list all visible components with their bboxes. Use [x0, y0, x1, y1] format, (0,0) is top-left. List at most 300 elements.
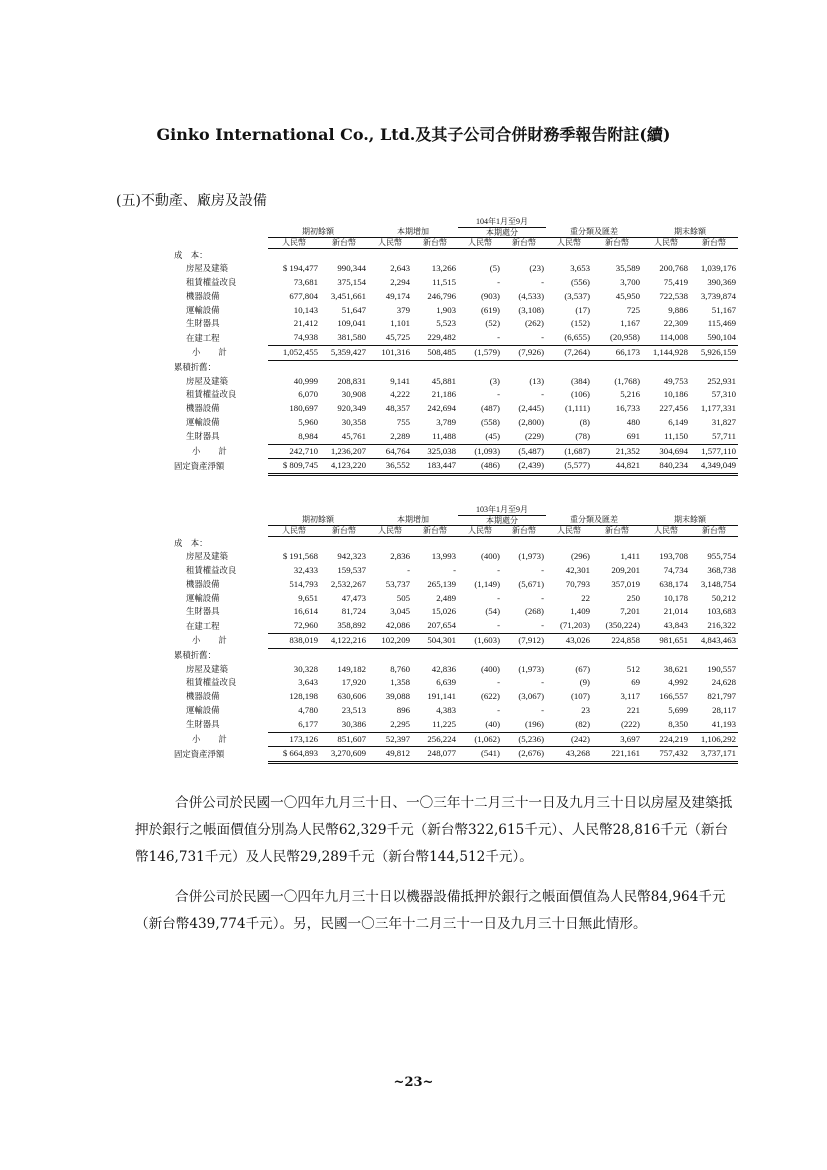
cell-value: 1,106,292 — [690, 732, 738, 747]
cell-value: 5,960 — [298, 417, 318, 428]
cell-value: 5,359,427 — [320, 346, 368, 361]
cell-value: 1,039,176 — [700, 263, 736, 274]
currency-header-ntd: 新台幣 — [320, 526, 368, 537]
cell-value: 504,301 — [412, 634, 458, 649]
cell-value: 358,892 — [320, 619, 368, 633]
cell-value: 1,052,455 — [268, 346, 320, 361]
cell-value: 13,993 — [431, 551, 456, 562]
cell-value: 379 — [396, 304, 410, 315]
column-group-header: 本期增加 — [368, 227, 458, 238]
cell-value: (5,671) — [518, 578, 544, 589]
cell-value: 42,301 — [565, 565, 590, 576]
cell-value: $ 191,568 — [282, 551, 318, 562]
cell-value: 227,456 — [659, 403, 688, 414]
cell-value: 1,903 — [436, 304, 456, 315]
cell-value: 30,386 — [320, 718, 368, 732]
cell-value: 17,920 — [341, 677, 366, 688]
cell-value: (486) — [458, 459, 502, 475]
cell-value: 114,008 — [642, 331, 690, 345]
cell-value: 224,858 — [592, 634, 642, 649]
cell-value: 49,812 — [368, 747, 412, 763]
page-number: ~23~ — [393, 1075, 434, 1090]
cell-value: (67) — [575, 663, 590, 674]
cell-value: 722,538 — [659, 290, 688, 301]
cell-value: (40) — [458, 718, 502, 732]
cell-value: 45,725 — [368, 331, 412, 345]
cell-value: 3,737,171 — [690, 747, 738, 763]
row-label: 房屋及建築 — [186, 552, 228, 562]
cell-value: 4,843,463 — [690, 634, 738, 649]
cell-value: 5,926,159 — [690, 346, 738, 361]
cell-value: 191,141 — [427, 691, 456, 702]
section-title: (五)不動產、廠房及設備 — [116, 193, 267, 209]
cell-value: 981,651 — [642, 634, 690, 649]
cell-value: 1,101 — [390, 318, 410, 329]
table-row — [172, 578, 738, 592]
cell-value: - — [497, 592, 500, 603]
cell-value: 49,174 — [385, 290, 410, 301]
cell-value: (296) — [570, 551, 590, 562]
cell-value: - — [497, 677, 500, 688]
cell-value: (242) — [546, 732, 592, 747]
cell-value: 41,193 — [690, 718, 738, 732]
column-group-header: 期末餘額 — [642, 515, 738, 526]
row-label: 生財器具 — [186, 432, 220, 442]
cell-value: 36,552 — [368, 459, 412, 475]
cell-value: (54) — [485, 606, 500, 617]
cell-value: 11,150 — [642, 430, 690, 444]
cell-value: (2,445) — [518, 403, 544, 414]
row-label: 機器設備 — [186, 291, 220, 301]
cell-value: 35,589 — [615, 263, 640, 274]
cell-value: 109,041 — [337, 318, 366, 329]
cell-value: 9,141 — [390, 375, 410, 386]
table-row — [172, 564, 738, 578]
cell-value: 183,447 — [412, 459, 458, 475]
cell-value: 149,182 — [337, 663, 366, 674]
header-spacer — [172, 217, 268, 227]
table-row — [172, 416, 738, 430]
depreciation-section-label: 累積折舊： — [174, 650, 216, 660]
cell-value: $ 194,477 — [282, 263, 318, 274]
cell-value: 50,212 — [711, 592, 736, 603]
cell-value: 28,117 — [712, 705, 736, 716]
cell-value: (222) — [592, 718, 642, 732]
cell-value: (556) — [570, 277, 590, 288]
header-spacer — [546, 505, 738, 515]
cell-value: 22,309 — [663, 318, 688, 329]
row-label: 運輸設備 — [186, 706, 220, 716]
row-label: 機器設備 — [186, 404, 220, 414]
cell-value: 53,737 — [385, 578, 410, 589]
cell-value: 6,149 — [668, 417, 688, 428]
cell-value: (3) — [489, 375, 500, 386]
currency-header-rmb: 人民幣 — [546, 526, 592, 537]
cell-value: 81,724 — [341, 606, 366, 617]
header-spacer — [268, 217, 458, 227]
cell-value: 6,639 — [436, 677, 456, 688]
row-label: 房屋及建築 — [186, 376, 228, 386]
cell-value: (1,093) — [458, 444, 502, 459]
column-group-header: 本期處分 — [458, 227, 546, 238]
cell-value: 242,710 — [268, 444, 320, 459]
cell-value: 5,699 — [668, 705, 688, 716]
cell-value: 1,144,928 — [642, 346, 690, 361]
cell-value: (7,264) — [546, 346, 592, 361]
header-spacer — [172, 515, 268, 526]
cell-value: 21,412 — [293, 318, 318, 329]
cell-value: 1,409 — [570, 606, 590, 617]
cell-value: (619) — [480, 304, 500, 315]
cell-value: 1,167 — [620, 318, 640, 329]
cell-value: 920,349 — [337, 403, 366, 414]
cell-value: 48,357 — [385, 403, 410, 414]
cell-value: (20,958) — [592, 331, 642, 345]
cell-value: 1,177,331 — [700, 403, 736, 414]
cell-value: (229) — [502, 430, 546, 444]
cell-value: (196) — [502, 718, 546, 732]
cell-value: (8) — [579, 417, 590, 428]
cell-value: (1,973) — [518, 663, 544, 674]
cell-value: (903) — [480, 290, 500, 301]
table-row — [172, 592, 738, 606]
cell-value: 51,167 — [711, 304, 736, 315]
depreciation-section-label: 累積折舊： — [174, 362, 216, 372]
cell-value: (6,655) — [546, 331, 592, 345]
cell-value: 42,086 — [368, 619, 412, 633]
cell-value: 242,694 — [427, 403, 456, 414]
cell-value: 16,733 — [615, 403, 640, 414]
cell-value: 955,754 — [707, 551, 736, 562]
cell-value: (3,067) — [518, 691, 544, 702]
cell-value: - — [453, 565, 456, 576]
cell-value: 4,383 — [436, 705, 456, 716]
cell-value: (3,108) — [518, 304, 544, 315]
cell-value: 39,088 — [385, 691, 410, 702]
currency-header-ntd: 新台幣 — [502, 526, 546, 537]
cell-value: 102,209 — [368, 634, 412, 649]
cell-value: 990,344 — [337, 263, 366, 274]
cell-value: 57,310 — [711, 389, 736, 400]
cell-value: (541) — [458, 747, 502, 763]
cell-value: (71,203) — [546, 619, 592, 633]
cell-value: 159,537 — [337, 565, 366, 576]
cell-value: (5,577) — [546, 459, 592, 475]
cell-value: (262) — [524, 318, 544, 329]
cell-value: 74,938 — [268, 331, 320, 345]
cell-value: 630,606 — [337, 691, 366, 702]
row-label: 機器設備 — [186, 692, 220, 702]
ppe-table-2015 — [172, 217, 738, 476]
row-label: 房屋及建築 — [186, 264, 228, 274]
cell-value: 51,647 — [341, 304, 366, 315]
currency-header-rmb: 人民幣 — [458, 238, 502, 249]
cell-value: 375,154 — [337, 277, 366, 288]
table-row — [172, 262, 738, 276]
currency-header-rmb: 人民幣 — [458, 526, 502, 537]
cell-value: 4,780 — [298, 705, 318, 716]
cell-value: - — [541, 592, 544, 603]
cell-value: (5,236) — [502, 732, 546, 747]
cell-value: 10,186 — [663, 389, 688, 400]
cell-value: (52) — [485, 318, 500, 329]
currency-header-ntd: 新台幣 — [412, 238, 458, 249]
cell-value: 43,026 — [546, 634, 592, 649]
cost-section-label: 成 本： — [174, 250, 208, 260]
table-row — [172, 290, 738, 304]
cell-value: 47,473 — [341, 592, 366, 603]
cell-value: (5) — [489, 263, 500, 274]
cell-value: 207,654 — [412, 619, 458, 633]
cell-value: (1,149) — [474, 578, 500, 589]
table-row — [172, 375, 738, 389]
cell-value: 45,950 — [615, 290, 640, 301]
cell-value: - — [497, 565, 500, 576]
cell-value: - — [541, 277, 544, 288]
cell-value: 38,621 — [663, 663, 688, 674]
cell-value: 2,489 — [436, 592, 456, 603]
paragraph-mortgage-buildings: 合併公司於民國一〇四年九月三十日、一〇三年十二月三十一日及九月三十日以房屋及建築抵押於銀行之帳面價值分別為人民幣62,329千元（新台幣322,615千元）、人民幣28,816千元（新台幣146,731千元）及人民幣29,289千元（新台幣144,512千元）。 — [135, 795, 733, 865]
table-row — [172, 304, 738, 318]
paragraph-mortgage-machinery: 合併公司於民國一〇四年九月三十日以機器設備抵押於銀行之帳面價值為人民幣84,964千元（新台幣439,774千元）。另，民國一〇三年十二月三十一日及九月三十日無此情形。 — [135, 889, 726, 932]
row-label: 在建工程 — [186, 333, 220, 343]
cell-value: 75,419 — [663, 277, 688, 288]
cell-value: 42,836 — [431, 663, 456, 674]
cell-value: $ 809,745 — [268, 459, 320, 475]
currency-header-ntd: 新台幣 — [320, 238, 368, 249]
row-label: 運輸設備 — [186, 593, 220, 603]
cell-value: 3,739,874 — [700, 290, 736, 301]
cell-value: 49,753 — [663, 375, 688, 386]
cell-value: (9) — [579, 677, 590, 688]
cell-value: 52,397 — [368, 732, 412, 747]
cell-value: 216,322 — [690, 619, 738, 633]
cell-value: - — [458, 331, 502, 345]
cell-value: (400) — [480, 551, 500, 562]
cell-value: 32,433 — [293, 565, 318, 576]
cell-value: 24,628 — [711, 677, 736, 688]
cell-value: 4,123,220 — [320, 459, 368, 475]
cell-value: 508,485 — [412, 346, 458, 361]
cell-value: (7,912) — [502, 634, 546, 649]
period-label: 104年1月至9月 — [458, 217, 546, 227]
depreciation-subtotal-row — [172, 444, 738, 459]
cell-value: (400) — [480, 663, 500, 674]
cell-value: 10,178 — [663, 592, 688, 603]
cell-value: 64,764 — [368, 444, 412, 459]
cell-value: (1,687) — [546, 444, 592, 459]
table-row — [172, 276, 738, 290]
cell-value: $ 664,893 — [268, 747, 320, 763]
cell-value: 15,026 — [431, 606, 456, 617]
currency-header-ntd: 新台幣 — [690, 238, 738, 249]
cell-value: - — [497, 277, 500, 288]
cell-value: 1,236,207 — [320, 444, 368, 459]
header-spacer — [172, 227, 268, 238]
cell-value: 2,532,267 — [330, 578, 366, 589]
cost-subtotal-row — [172, 346, 738, 361]
row-label: 機器設備 — [186, 579, 220, 589]
currency-header-rmb: 人民幣 — [546, 238, 592, 249]
cell-value: 677,804 — [289, 290, 318, 301]
cell-value: (2,439) — [502, 459, 546, 475]
cell-value: 3,697 — [592, 732, 642, 747]
cell-value: 66,173 — [592, 346, 642, 361]
header-spacer — [546, 217, 738, 227]
row-label: 運輸設備 — [186, 305, 220, 315]
column-group-header: 重分類及匯差 — [546, 515, 642, 526]
currency-header-rmb: 人民幣 — [642, 526, 690, 537]
cell-value: 3,045 — [390, 606, 410, 617]
cell-value: 1,577,110 — [690, 444, 738, 459]
cell-value: 6,070 — [298, 389, 318, 400]
cell-value: 23,513 — [341, 705, 366, 716]
cell-value: (152) — [570, 318, 590, 329]
row-label: 租賃權益改良 — [186, 566, 237, 576]
row-label: 小計 — [192, 636, 245, 646]
cell-value: 304,694 — [642, 444, 690, 459]
cell-value: 725 — [626, 304, 640, 315]
cell-value: 10,143 — [293, 304, 318, 315]
cell-value: 31,827 — [711, 417, 736, 428]
row-label: 生財器具 — [186, 607, 220, 617]
cell-value: 840,234 — [642, 459, 690, 475]
cell-value: (268) — [524, 606, 544, 617]
cell-value: - — [541, 565, 544, 576]
cell-value: 757,432 — [642, 747, 690, 763]
table-row — [172, 718, 738, 732]
cell-value: (13) — [529, 375, 544, 386]
cell-value: 11,488 — [412, 430, 458, 444]
cell-value: 5,523 — [436, 318, 456, 329]
cell-value: 3,270,609 — [320, 747, 368, 763]
row-label: 固定資產淨額 — [174, 749, 225, 759]
cell-value: 21,014 — [663, 606, 688, 617]
cell-value: 8,350 — [642, 718, 690, 732]
cell-value: (1,062) — [458, 732, 502, 747]
cell-value: 70,793 — [565, 578, 590, 589]
cost-subtotal-row — [172, 634, 738, 649]
currency-header-ntd: 新台幣 — [502, 238, 546, 249]
column-group-header: 期初餘額 — [268, 227, 368, 238]
ppe-table-2014 — [172, 505, 738, 764]
cell-value: 16,614 — [293, 606, 318, 617]
cell-value: 8,760 — [390, 663, 410, 674]
cell-value: 514,793 — [289, 578, 318, 589]
cell-value: 2,643 — [390, 263, 410, 274]
cell-value: 43,268 — [546, 747, 592, 763]
cell-value: (1,768) — [614, 375, 640, 386]
cell-value: 45,881 — [431, 375, 456, 386]
cell-value: 3,653 — [570, 263, 590, 274]
cell-value: 200,768 — [659, 263, 688, 274]
cell-value: 4,349,049 — [690, 459, 738, 475]
header-spacer — [172, 238, 268, 249]
row-label: 租賃權益改良 — [186, 390, 237, 400]
cell-value: 265,139 — [427, 578, 456, 589]
cell-value: 256,224 — [412, 732, 458, 747]
currency-header-ntd: 新台幣 — [592, 526, 642, 537]
cell-value: (1,579) — [458, 346, 502, 361]
cell-value: 4,222 — [390, 389, 410, 400]
cell-value: 6,177 — [268, 718, 320, 732]
cell-value: 57,711 — [690, 430, 738, 444]
cell-value: 368,738 — [707, 565, 736, 576]
cell-value: 103,683 — [707, 606, 736, 617]
cell-value: (107) — [570, 691, 590, 702]
table-row — [172, 550, 738, 564]
column-group-header: 期末餘額 — [642, 227, 738, 238]
currency-header-rmb: 人民幣 — [268, 526, 320, 537]
cell-value: 246,796 — [427, 290, 456, 301]
table-row — [172, 430, 738, 444]
cell-value: 45,761 — [320, 430, 368, 444]
cell-value: 691 — [592, 430, 642, 444]
cell-value: 193,708 — [659, 551, 688, 562]
cell-value: 73,681 — [293, 277, 318, 288]
cell-value: (2,676) — [502, 747, 546, 763]
cell-value: 821,797 — [707, 691, 736, 702]
cell-value: 1,358 — [390, 677, 410, 688]
header-spacer — [172, 526, 268, 537]
cell-value: - — [458, 619, 502, 633]
cell-value: 23 — [581, 705, 590, 716]
currency-header-rmb: 人民幣 — [642, 238, 690, 249]
cell-value: 11,515 — [432, 277, 456, 288]
cell-value: 208,831 — [337, 375, 366, 386]
cell-value: 5,216 — [620, 389, 640, 400]
cell-value: 115,469 — [707, 318, 736, 329]
cell-value: 4,992 — [668, 677, 688, 688]
cell-value: 190,557 — [707, 663, 736, 674]
cell-value: - — [497, 389, 500, 400]
table-row — [172, 317, 738, 331]
header-spacer — [268, 505, 458, 515]
cell-value: 30,908 — [341, 389, 366, 400]
cell-value: 7,201 — [620, 606, 640, 617]
cell-value: 30,358 — [341, 417, 366, 428]
cell-value: (4,533) — [518, 290, 544, 301]
cell-value: 180,697 — [289, 403, 318, 414]
cell-value: 2,836 — [390, 551, 410, 562]
column-group-header: 期初餘額 — [268, 515, 368, 526]
cell-value: (45) — [458, 430, 502, 444]
cell-value: (82) — [546, 718, 592, 732]
cell-value: 44,821 — [592, 459, 642, 475]
currency-header-rmb: 人民幣 — [268, 238, 320, 249]
cell-value: 3,789 — [436, 417, 456, 428]
cell-value: 221,161 — [592, 747, 642, 763]
currency-header-ntd: 新台幣 — [412, 526, 458, 537]
cell-value: 851,607 — [320, 732, 368, 747]
cell-value: 173,126 — [268, 732, 320, 747]
cell-value: 252,931 — [707, 375, 736, 386]
cell-value: 22 — [581, 592, 590, 603]
column-group-header: 本期增加 — [368, 515, 458, 526]
cell-value: 9,886 — [668, 304, 688, 315]
depreciation-subtotal-row — [172, 732, 738, 747]
cell-value: (1,111) — [565, 403, 590, 414]
cell-value: 3,643 — [298, 677, 318, 688]
cell-value: (384) — [570, 375, 590, 386]
table-row — [172, 690, 738, 704]
cell-value: 166,557 — [659, 691, 688, 702]
cell-value: 512 — [626, 663, 640, 674]
cell-value: (350,224) — [592, 619, 642, 633]
table-row — [172, 331, 738, 345]
row-label: 生財器具 — [186, 720, 220, 730]
cell-value: 381,580 — [320, 331, 368, 345]
